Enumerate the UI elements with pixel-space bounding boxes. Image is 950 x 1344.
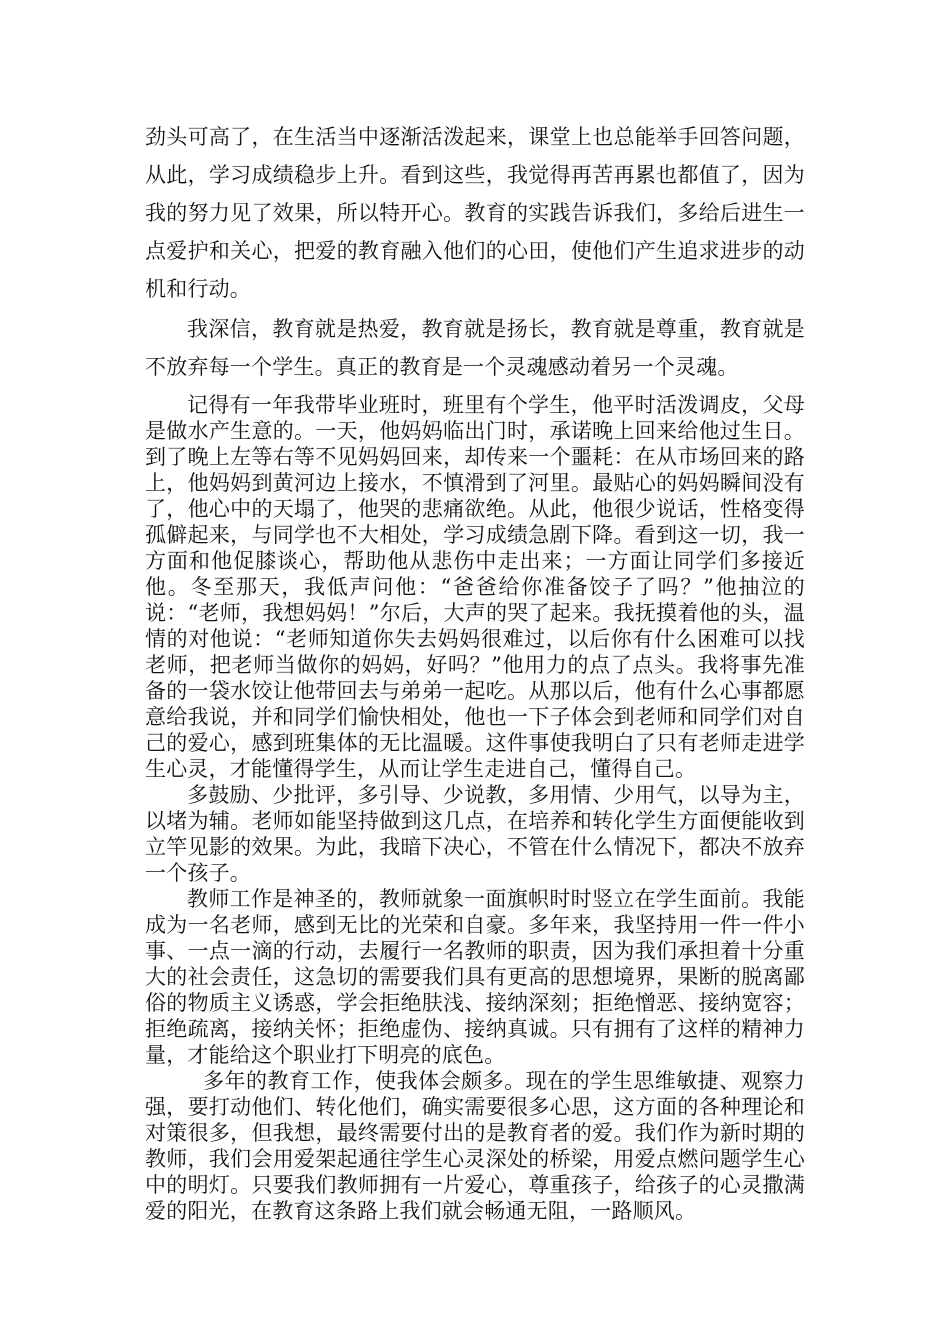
paragraph-1: 劲头可高了，在生活当中逐渐活泼起来，课堂上也总能举手回答问题，从此，学习成绩稳步上升。看到这些，我觉得再苦再累也都值了，因为我的努力见了效果，所以特开心。教育的实践告诉我们，多给后进生一点爱护和关心，把爱的教育融入他们的心田，使他们产生追求进步的动机和行动。 xyxy=(145,125,805,301)
paragraph-3: 记得有一年我带毕业班时，班里有个学生，他平时活泼调皮，父母是做水产生意的。一天，他妈妈临出门时，承诺晚上回来给他过生日。到了晚上左等右等不见妈妈回来，却传来一个噩耗：在从市场回来的路上，他妈妈到黄河边上接水，不慎滑到了河里。最贴心的妈妈瞬间没有了，他心中的天塌了，他哭的悲痛欲绝。从此，他很少说话，性格变得孤僻起来，与同学也不大相处，学习成绩急剧下降。看到这一切，我一方面和他促膝谈心，帮助他从悲伤中走出来；一方面让同学们多接近他。冬至那天，我低声问他：“爸爸给你准备饺子了吗？”他抽泣的说：“老师，我想妈妈！”尔后，大声的哭了起来。我抚摸着他的头，温情的对他说：“老师知道你失去妈妈很难过，以后你有什么困难可以找老师，把老师当做你的妈妈，好吗？”他用力的点了点头。我将事先准备的一袋水饺让他带回去与弟弟一起吃。从那以后，他有什么心事都愿意给我说，并和同学们愉快相处，他也一下子体会到老师和同学们对自己的爱心，感到班集体的无比温暖。这件事使我明白了只有老师走进学生心灵，才能懂得学生，从而让学生走进自己，懂得自己。 xyxy=(145,393,805,781)
paragraph-2: 我深信，教育就是热爱，教育就是扬长，教育就是尊重，教育就是不放弃每一个学生。真正的教育是一个灵魂感动着另一个灵魂。 xyxy=(145,317,805,379)
paragraph-6: 多年的教育工作，使我体会颇多。现在的学生思维敏捷、观察力强，要打动他们、转化他们，确实需要很多心思，这方面的各种理论和对策很多，但我想，最终需要付出的是教育者的爱。我们作为新时期的教师，我们会用爱架起通往学生心灵深处的桥梁，用爱点燃问题学生心中的明灯。只要我们教师拥有一片爱心，尊重孩子，给孩子的心灵撒满爱的阳光，在教育这条路上我们就会畅通无阻，一路顺风。 xyxy=(145,1069,805,1223)
paragraph-5: 教师工作是神圣的，教师就象一面旗帜时时竖立在学生面前。我能成为一名老师，感到无比的光荣和自豪。多年来，我坚持用一件一件小事、一点一滴的行动，去履行一名教师的职责，因为我们承担着十分重大的社会责任，这急切的需要我们具有更高的思想境界，果断的脱离鄙俗的物质主义诱惑，学会拒绝肤浅、接纳深刻；拒绝憎恶、接纳宽容；拒绝疏离，接纳关怀；拒绝虚伪、接纳真诚。只有拥有了这样的精神力量，才能给这个职业打下明亮的底色。 xyxy=(145,887,805,1067)
document-page xyxy=(145,118,805,1224)
paragraph-4: 多鼓励、少批评，多引导、少说教，多用情、少用气，以导为主，以堵为辅。老师如能坚持做到这几点，在培养和转化学生方面便能收到立竿见影的效果。为此，我暗下决心，不管在什么情况下，都决不放弃一个孩子。 xyxy=(145,783,805,885)
